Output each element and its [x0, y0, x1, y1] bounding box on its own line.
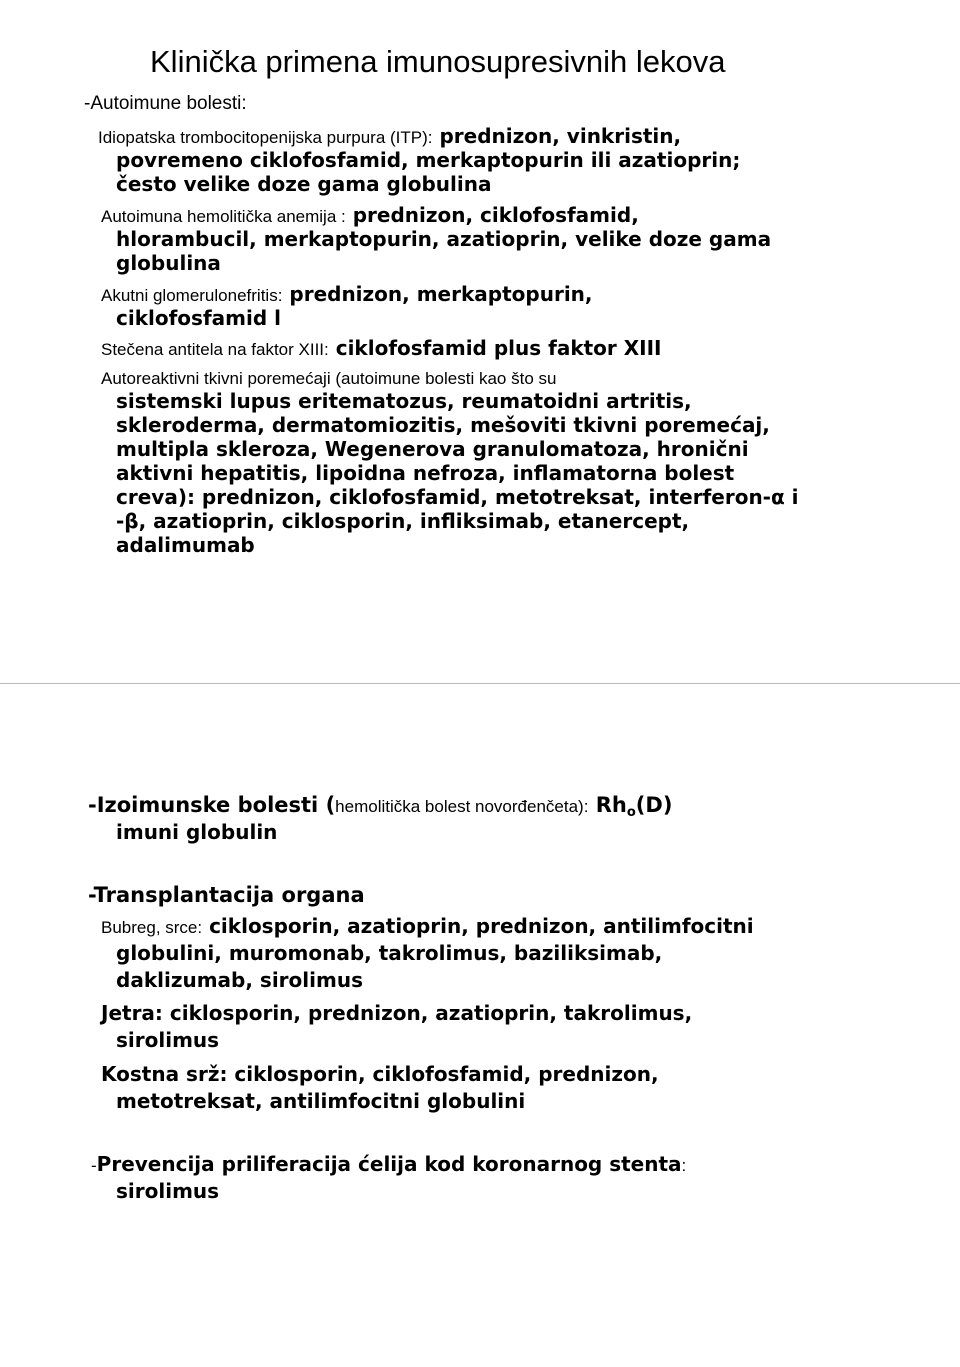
slide-other-indications: [0, 684, 960, 1367]
page-title: Klinička primena imunosupresivnih lekova: [150, 44, 726, 79]
aha-drugs-1: prednizon, ciklofosfamid,: [345, 203, 639, 227]
marrow-line-1: Kostna srž: ciklosporin, ciklofosfamid, prednizon,: [101, 1062, 659, 1086]
auto-line-3: skleroderma, dermatomiozitis, mešoviti tkivni poremećaj,: [116, 413, 770, 437]
izo-rh-d: (D): [635, 793, 673, 817]
itp-drugs-1: prednizon, vinkristin,: [432, 124, 682, 148]
izo-line-1: [88, 791, 672, 821]
itp-label: Idiopatska trombocitopenijska purpura (ITP):: [98, 128, 433, 147]
auto-line-5: aktivni hepatitis, lipoidna nefroza, inflamatorna bolest: [116, 461, 735, 485]
prev-dash: -: [91, 1156, 97, 1175]
auto-line-2: sistemski lupus eritematozus, reumatoidni artritis,: [116, 389, 692, 413]
kidney-drugs-1: ciklosporin, azatioprin, prednizon, antilimfocitni: [202, 914, 754, 938]
itp-line-3: često velike doze gama globulina: [116, 172, 492, 196]
aha-line-2: hlorambucil, merkaptopurin, azatioprin, velike doze gama: [116, 227, 772, 251]
auto-label: Autoreaktivni tkivni poremećaji (autoimune bolesti kao što su: [101, 369, 557, 388]
f13-label: Stečena antitela na faktor XIII:: [101, 340, 329, 359]
liver-line-1: Jetra: ciklosporin, prednizon, azatioprin, takrolimus,: [101, 1001, 693, 1025]
prev-heading: Prevencija priliferacija ćelija kod koronarnog stenta: [96, 1152, 682, 1176]
kidney-line-1: [101, 913, 754, 941]
section-autoimmune-heading: -Autoimune bolesti:: [84, 93, 247, 114]
izo-line-2: imuni globulin: [116, 820, 278, 844]
f13-drugs-1: ciklofosfamid plus faktor XIII: [328, 336, 662, 360]
auto-line-4: multipla skleroza, Wegenerova granulomatoza, hronični: [116, 437, 749, 461]
marrow-line-2: metotreksat, antilimfocitni globulini: [116, 1089, 526, 1113]
auto-line-8: adalimumab: [116, 533, 255, 557]
kidney-line-3: daklizumab, sirolimus: [116, 968, 363, 992]
kidney-label: Bubreg, srce:: [101, 918, 203, 937]
izo-rh-subscript: o: [626, 805, 636, 820]
izo-label: hemolitička bolest novorđenčeta):: [335, 797, 589, 816]
agn-drugs-1: prednizon, merkaptopurin,: [282, 282, 593, 306]
liver-line-2: sirolimus: [116, 1028, 220, 1052]
f13-line-1: [101, 335, 661, 363]
prev-line-1: [91, 1151, 686, 1179]
agn-label: Akutni glomerulonefritis:: [101, 286, 283, 305]
izo-rh: Rh: [588, 793, 627, 817]
aha-label: Autoimuna hemolitička anemija :: [101, 207, 346, 226]
prev-line-2: sirolimus: [116, 1179, 220, 1203]
kidney-line-2: globulini, muromonab, takrolimus, baziliksimab,: [116, 941, 663, 965]
transplant-heading: -Transplantacija organa: [88, 883, 365, 907]
agn-line-2: ciklofosfamid l: [116, 306, 281, 330]
itp-line-2: povremeno ciklofosfamid, merkaptopurin ili azatioprin;: [116, 148, 741, 172]
izo-heading: -Izoimunske bolesti (: [88, 793, 336, 817]
auto-line-6: creva): prednizon, ciklofosfamid, metotreksat, interferon-α i: [116, 485, 799, 509]
prev-colon: :: [681, 1156, 687, 1175]
aha-line-3: globulina: [116, 251, 221, 275]
auto-line-7: -β, azatioprin, ciklosporin, infliksimab, etanercept,: [116, 509, 690, 533]
